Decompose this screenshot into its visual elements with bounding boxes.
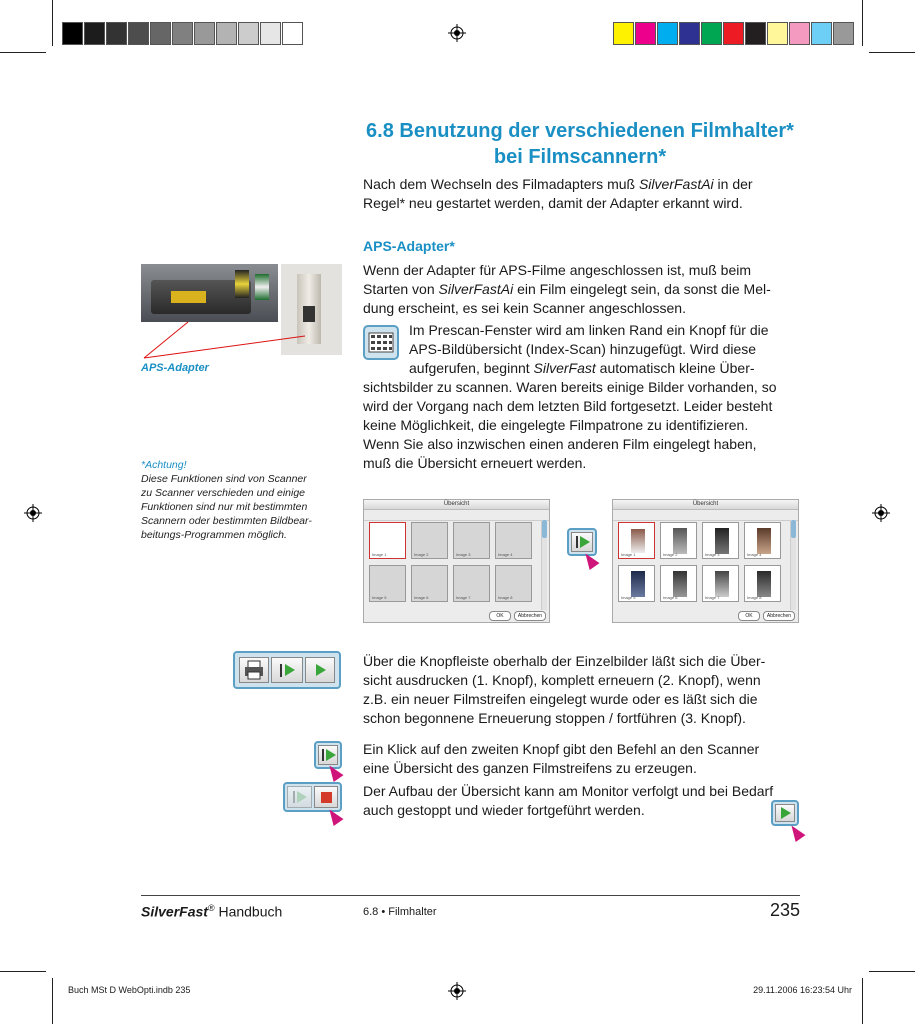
thumbnail-tile[interactable]	[369, 522, 406, 559]
refresh-overview-button[interactable]	[567, 528, 597, 556]
thumbnail-label: Image 6	[414, 595, 429, 600]
paragraph-aps: Wenn der Adapter für APS-Filme angeschlossen ist, muß beim Starten von SilverFastAi ein Film eingelegt sein, da sonst die Mel- dung erscheint, es sei kein Scanner angeschlossen.	[363, 262, 771, 316]
crop-mark	[862, 978, 863, 1024]
thumbnail-tile[interactable]	[618, 522, 655, 559]
thumbnail-tile[interactable]	[744, 522, 781, 559]
side-note: *Achtung! Diese Funktionen sind von Scanner zu Scanner verschieden und einige Funktionen sind nur mit bestimmten Scannern oder bestimmten Bildbear- beitungs-Programmen möglich.	[141, 459, 312, 541]
crop-mark	[52, 0, 53, 46]
registration-mark-icon	[24, 504, 42, 522]
thumbnail-label: Image 1	[621, 552, 636, 557]
thumbnail-label: Image 4	[747, 552, 762, 557]
thumbnail-tile[interactable]	[702, 522, 739, 559]
thumbnail-label: Image 3	[705, 552, 720, 557]
thumbnail-label: Image 3	[456, 552, 471, 557]
thumbnail-label: Image 1	[372, 552, 387, 557]
thumbnail-label: Image 7	[456, 595, 471, 600]
overview-window-empty	[363, 499, 550, 623]
thumbnail-tile[interactable]	[744, 565, 781, 602]
ok-button[interactable]: OK	[489, 611, 511, 621]
paragraph-scanner: Ein Klick auf den zweiten Knopf gibt den Befehl an den Scanner eine Übersicht des ganzen Filmstreifens zu erzeugen. Der Aufbau der Übersicht kann am Monitor verfolgt und bei Bedarf auch gestoppt und wieder fortgeführt werden.	[363, 741, 774, 818]
thumbnail-tile[interactable]	[411, 522, 448, 559]
slug-right: 29.11.2006 16:23:54 Uhr	[753, 985, 852, 995]
window-toolbar	[613, 510, 798, 521]
thumbnail-label: Image 7	[705, 595, 720, 600]
registration-mark-icon	[448, 24, 466, 42]
window-toolbar	[364, 510, 549, 521]
window-title: Übersicht	[613, 500, 798, 510]
thumbnail-label: Image 4	[498, 552, 513, 557]
thumbnail-tile[interactable]	[453, 565, 490, 602]
registration-mark-icon	[448, 982, 466, 1000]
paragraph-prescan: Im Prescan-Fenster wird am linken Rand ein Knopf für die APS-Bildübersicht (Index-Scan) hinzugefügt. Wird diese aufgerufen, beginnt SilverFast automatisch kleine Über- sichtsbilder zu scannen. Waren bereits einige Bilder vorhanden, so wird der Vorgang nach dem letzten Bild fortgesetzt. Leider besteht keine Möglichkeit, die eingelegte Filmpatrone zu identifizieren. Wenn Sie also inzwischen einen anderen Film eingelegt haben, muß die Übersicht erneuert werden.	[363, 322, 777, 471]
scrollbar[interactable]	[790, 520, 796, 610]
thumbnail-label: Image 5	[372, 595, 387, 600]
overview-toolbar	[233, 651, 341, 689]
refresh-button[interactable]	[271, 657, 303, 683]
aps-caption: APS-Adapter	[141, 362, 209, 374]
ok-button[interactable]: OK	[738, 611, 760, 621]
thumbnail-tile[interactable]	[411, 565, 448, 602]
printer-icon	[240, 658, 268, 682]
refresh-button-disabled[interactable]	[287, 786, 312, 808]
cancel-button[interactable]: Abbrechen	[514, 611, 546, 621]
print-button[interactable]	[239, 657, 269, 683]
footer-section: 6.8 • Filmhalter	[363, 906, 437, 918]
thumbnail-tile[interactable]	[453, 522, 490, 559]
thumbnail-label: Image 8	[747, 595, 762, 600]
thumbnail-label: Image 8	[498, 595, 513, 600]
section-heading: 6.8 Benutzung der verschiedenen Filmhalter* bei Filmscannern*	[366, 120, 794, 168]
crop-mark	[0, 971, 46, 972]
crop-mark	[869, 971, 915, 972]
registration-mark-icon	[872, 504, 890, 522]
aps-subheading: APS-Adapter*	[363, 238, 455, 254]
cancel-button[interactable]: Abbrechen	[763, 611, 795, 621]
thumbnail-label: Image 6	[663, 595, 678, 600]
footer-title: SilverFast® Handbuch	[141, 903, 283, 920]
thumbnail-label: Image 2	[663, 552, 678, 557]
crop-mark	[862, 0, 863, 46]
paragraph-toolbar: Über die Knopfleiste oberhalb der Einzelbilder läßt sich die Über- sicht ausdrucken (1. Knopf), komplett erneuern (2. Knopf), wenn z.B. ein neuer Filmstreifen eingelegt wurde oder es läßt sich die schon begonnene Erneuerung stoppen / fortführen (3. Knopf).	[363, 653, 766, 726]
play-button[interactable]	[305, 657, 335, 683]
footer-rule	[141, 895, 800, 896]
thumbnail-label: Image 5	[621, 595, 636, 600]
thumbnail-tile[interactable]	[495, 522, 532, 559]
scrollbar[interactable]	[541, 520, 547, 610]
crop-mark	[869, 52, 915, 53]
thumbnail-tile[interactable]	[702, 565, 739, 602]
thumbnail-tile[interactable]	[618, 565, 655, 602]
crop-mark	[0, 52, 46, 53]
crop-mark	[52, 978, 53, 1024]
overview-window-filled	[612, 499, 799, 623]
pointer-lines	[140, 300, 310, 365]
window-title: Übersicht	[364, 500, 549, 510]
stop-button[interactable]	[314, 786, 338, 808]
slug-left: Buch MSt D WebOpti.indb 235	[68, 985, 191, 995]
thumbnail-tile[interactable]	[369, 565, 406, 602]
thumbnail-tile[interactable]	[660, 565, 697, 602]
thumbnail-label: Image 2	[414, 552, 429, 557]
intro-paragraph: Nach dem Wechseln des Filmadapters muß SilverFastAi in der Regel* neu gestartet werden, damit der Adapter erkannt wird.	[363, 176, 753, 211]
thumbnail-tile[interactable]	[495, 565, 532, 602]
thumbnail-tile[interactable]	[660, 522, 697, 559]
page-number: 235	[769, 900, 800, 920]
